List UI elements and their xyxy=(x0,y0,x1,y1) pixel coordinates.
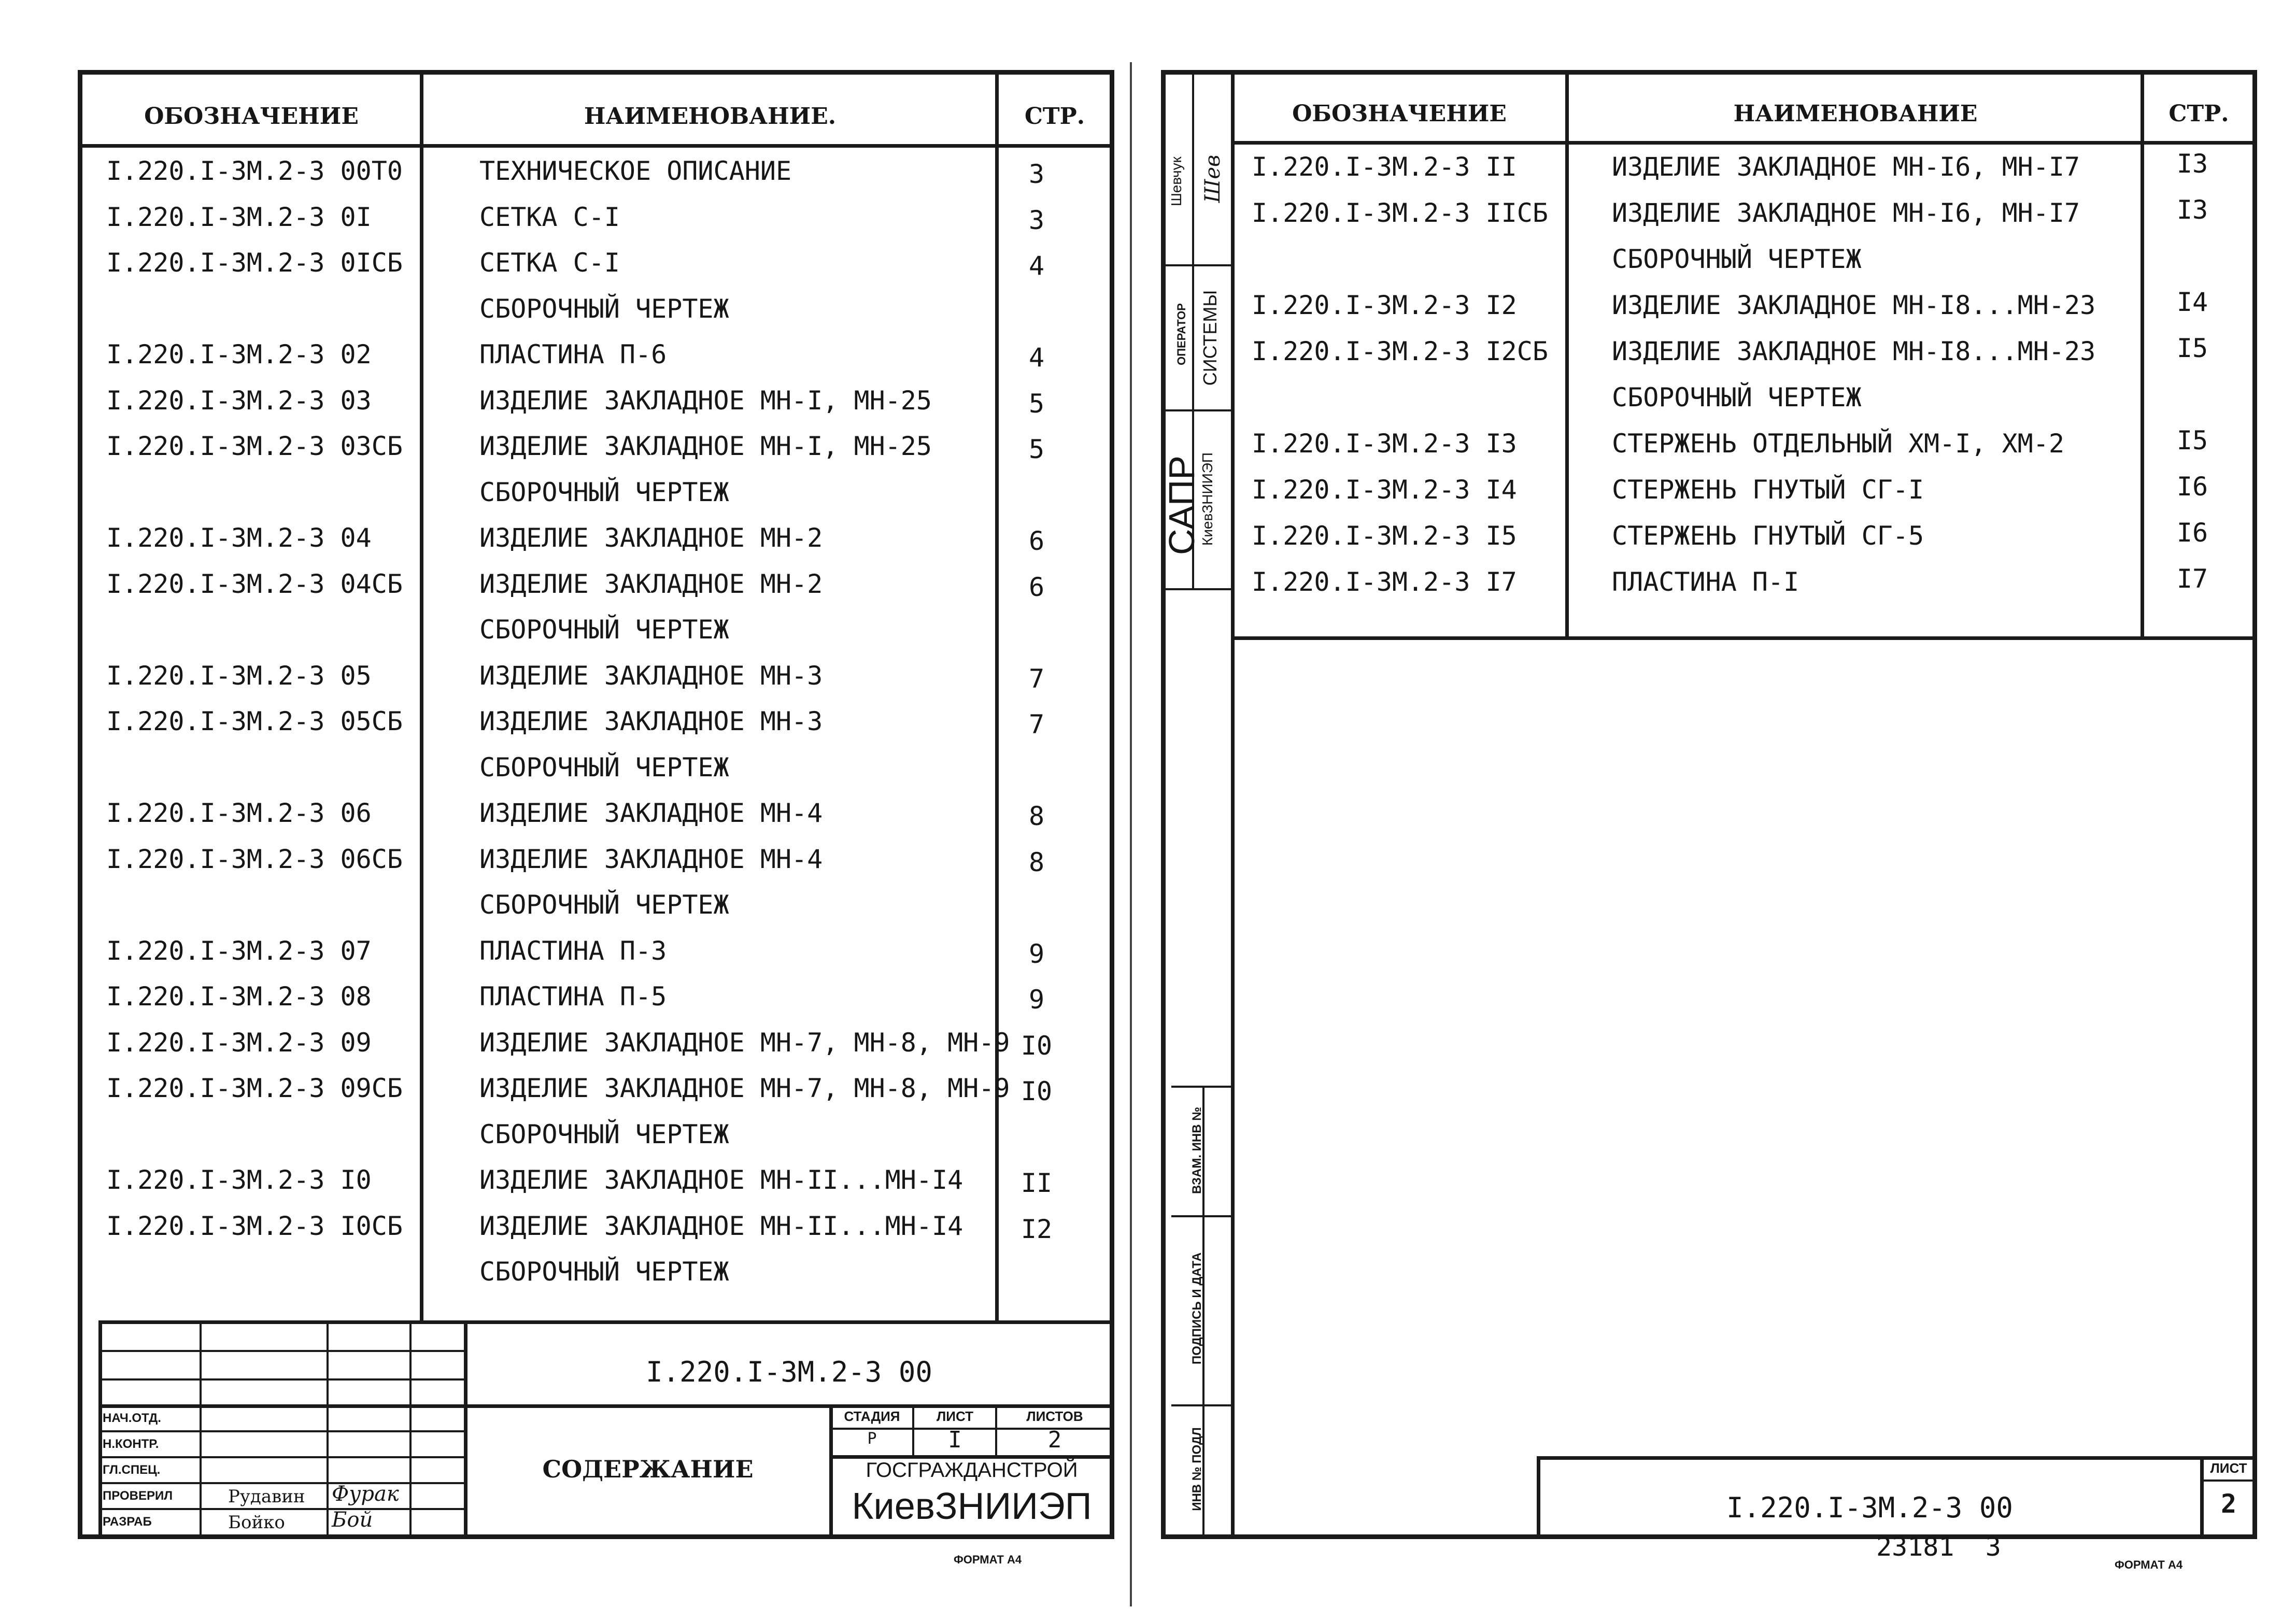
right-surname: Шевчук xyxy=(1168,156,1184,206)
right-header-designation: ОБОЗНАЧЕНИЕ xyxy=(1292,101,1507,127)
left-col-divider-2 xyxy=(995,70,999,1324)
right-stamp-sheet-h xyxy=(2200,1479,2257,1482)
right-row-code: I.220.I-3М.2-3 I4 xyxy=(1252,475,1517,505)
left-row-code: I.220.I-3М.2-3 0IСБ xyxy=(106,248,403,278)
left-stage-value: Р xyxy=(867,1430,877,1448)
right-sapr: САПР xyxy=(1161,456,1202,555)
left-sheet-label: ЛИСТ xyxy=(937,1408,973,1424)
right-archive-number: 23181 3 xyxy=(1876,1532,2001,1562)
left-row-name: ПЛАСТИНА П-5 xyxy=(479,981,667,1012)
left-doc-code: I.220.I-3М.2-3 00 xyxy=(646,1356,932,1388)
left-tb-v7 xyxy=(912,1404,914,1456)
left-row-code: I.220.I-3М.2-3 0I xyxy=(106,202,372,232)
left-row-name: СБОРОЧНЫЙ ЧЕРТЕЖ xyxy=(479,615,729,645)
left-row-page: 7 xyxy=(1028,664,1045,694)
left-row-name: ИЗДЕЛИЕ ЗАКЛАДНОЕ МН-7, МН-8, МН-9 xyxy=(479,1028,1010,1058)
right-row-name: СБОРОЧНЫЙ ЧЕРТЕЖ xyxy=(1612,382,1862,412)
right-header-name: НАИМЕНОВАНИЕ xyxy=(1733,101,1978,127)
right-side-stamp-divider xyxy=(1231,70,1235,1539)
right-side-h2 xyxy=(1161,409,1231,411)
left-row-code: I.220.I-3М.2-3 04 xyxy=(106,523,372,553)
left-org-name: ГОСГРАЖДАНСТРОЙ xyxy=(866,1459,1078,1482)
right-row-page: I5 xyxy=(2176,425,2208,456)
left-row-name: СЕТКА С-I xyxy=(479,202,620,232)
left-row-code: I.220.I-3М.2-3 05 xyxy=(106,661,372,691)
right-row-code: I.220.I-3М.2-3 I7 xyxy=(1252,567,1517,597)
left-tb-h6 xyxy=(98,1482,464,1484)
left-role-label: РАЗРАБ xyxy=(103,1515,152,1529)
right-col-divider-2 xyxy=(2141,70,2144,637)
left-row-name: ИЗДЕЛИЕ ЗАКЛАДНОЕ МН-3 xyxy=(479,706,823,736)
left-row-code: I.220.I-3М.2-3 06 xyxy=(106,798,372,828)
left-row-name: ИЗДЕЛИЕ ЗАКЛАДНОЕ МН-I, МН-25 xyxy=(479,386,932,416)
left-row-page: 8 xyxy=(1028,847,1045,877)
left-format-label: ФОРМАТ А4 xyxy=(954,1553,1022,1566)
right-header-underline xyxy=(1231,141,2257,145)
right-row-code: I.220.I-3М.2-3 II xyxy=(1252,152,1517,182)
left-tb-h7 xyxy=(98,1508,464,1510)
left-row-name: ПЛАСТИНА П-3 xyxy=(479,936,667,966)
left-row-code: I.220.I-3М.2-3 03СБ xyxy=(106,431,403,461)
left-row-page: 3 xyxy=(1028,205,1045,235)
right-row-name: ИЗДЕЛИЕ ЗАКЛАДНОЕ МН-I6, МН-I7 xyxy=(1612,198,2080,228)
right-row-code: I.220.I-3М.2-3 IIСБ xyxy=(1252,198,1548,228)
left-row-name: СБОРОЧНЫЙ ЧЕРТЕЖ xyxy=(479,890,729,920)
left-row-code: I.220.I-3М.2-3 07 xyxy=(106,936,372,966)
left-row-code: I.220.I-3М.2-3 09 xyxy=(106,1028,372,1058)
left-org-institute: КиевЗНИИЭП xyxy=(852,1486,1092,1527)
left-tb-v1 xyxy=(98,1320,102,1539)
right-stamp-sheet-label: ЛИСТ xyxy=(2210,1460,2247,1476)
right-row-code: I.220.I-3М.2-3 I2СБ xyxy=(1252,336,1548,366)
left-row-name: ИЗДЕЛИЕ ЗАКЛАДНОЕ МН-3 xyxy=(479,661,823,691)
left-role-signature: Бой xyxy=(332,1508,373,1532)
right-row-page: I3 xyxy=(2176,195,2208,225)
left-row-name: СБОРОЧНЫЙ ЧЕРТЕЖ xyxy=(479,477,729,507)
left-row-page: 7 xyxy=(1028,709,1045,739)
right-inv-no-orig: ИНВ № ПОДЛ xyxy=(1190,1427,1204,1511)
right-row-name: СТЕРЖЕНЬ ГНУТЫЙ СГ-5 xyxy=(1612,521,1924,551)
right-row-code: I.220.I-3М.2-3 I3 xyxy=(1252,429,1517,459)
left-tb-h3 xyxy=(98,1404,1114,1408)
page-gutter xyxy=(1130,62,1132,1606)
left-stage-label: СТАДИЯ xyxy=(844,1408,900,1424)
left-row-page: 3 xyxy=(1028,159,1045,189)
left-row-name: ИЗДЕЛИЕ ЗАКЛАДНОЕ МН-II...МН-I4 xyxy=(479,1211,963,1241)
left-row-name: СБОРОЧНЫЙ ЧЕРТЕЖ xyxy=(479,1119,729,1149)
right-org-vertical: КиевЗНИИЭП xyxy=(1199,452,1215,546)
left-titleblock-top xyxy=(98,1320,1114,1324)
left-role-signature: Фурак xyxy=(332,1482,399,1506)
left-row-page: 6 xyxy=(1028,526,1045,556)
left-row-page: 8 xyxy=(1028,801,1045,831)
right-row-code: I.220.I-3М.2-3 I5 xyxy=(1252,521,1517,551)
left-row-page: I2 xyxy=(1021,1214,1053,1244)
left-row-name: ИЗДЕЛИЕ ЗАКЛАДНОЕ МН-2 xyxy=(479,569,823,599)
left-sheets-label: ЛИСТОВ xyxy=(1026,1408,1083,1424)
left-row-page: I0 xyxy=(1021,1076,1053,1106)
left-header-underline xyxy=(78,144,1114,148)
right-table-bottom xyxy=(1231,636,2257,640)
left-row-name: СБОРОЧНЫЙ ЧЕРТЕЖ xyxy=(479,1257,729,1287)
left-row-page: 4 xyxy=(1028,251,1045,281)
left-row-page: 9 xyxy=(1028,985,1045,1015)
left-row-name: СЕТКА С-I xyxy=(479,248,620,278)
left-row-page: 9 xyxy=(1028,939,1045,969)
left-row-code: I.220.I-3М.2-3 09СБ xyxy=(106,1073,403,1103)
left-row-code: I.220.I-3М.2-3 00Т0 xyxy=(106,156,403,186)
left-row-page: 6 xyxy=(1028,572,1045,602)
left-row-name: ТЕХНИЧЕСКОЕ ОПИСАНИЕ xyxy=(479,156,792,186)
left-row-code: I.220.I-3М.2-3 04СБ xyxy=(106,569,403,599)
right-side-h1 xyxy=(1161,264,1231,266)
left-row-page: 5 xyxy=(1028,389,1045,419)
left-row-name: ИЗДЕЛИЕ ЗАКЛАДНОЕ МН-7, МН-8, МН-9 xyxy=(479,1073,1010,1103)
left-row-name: СБОРОЧНЫЙ ЧЕРТЕЖ xyxy=(479,752,729,782)
left-row-code: I.220.I-3М.2-3 I0 xyxy=(106,1165,372,1195)
right-side-h5 xyxy=(1171,1215,1231,1217)
left-tb-v3 xyxy=(327,1320,329,1539)
left-sheets-value: 2 xyxy=(1047,1427,1062,1453)
left-role-label: НАЧ.ОТД. xyxy=(103,1411,161,1425)
right-row-page: I6 xyxy=(2176,518,2208,548)
right-stamp-top xyxy=(1537,1456,2257,1460)
right-col-divider-1 xyxy=(1565,70,1569,637)
left-tb-h5 xyxy=(98,1456,464,1458)
left-tb-h1 xyxy=(98,1350,464,1352)
left-role-label: ГЛ.СПЕЦ. xyxy=(103,1463,161,1477)
left-row-name: СБОРОЧНЫЙ ЧЕРТЕЖ xyxy=(479,294,729,324)
left-sheet-value: I xyxy=(948,1427,962,1453)
left-tb-v8 xyxy=(995,1404,997,1456)
right-replace-inv: ВЗАМ. ИНВ № xyxy=(1190,1106,1204,1194)
right-signature: Шев xyxy=(1201,154,1225,203)
left-header-name: НАИМЕНОВАНИЕ. xyxy=(584,103,837,130)
left-row-code: I.220.I-3М.2-3 03 xyxy=(106,386,372,416)
left-col-divider-1 xyxy=(420,70,423,1324)
left-tb-v5 xyxy=(464,1320,467,1539)
right-row-name: ПЛАСТИНА П-I xyxy=(1612,567,1799,597)
left-tb-h2 xyxy=(98,1378,464,1381)
right-sign-date: ПОДПИСЬ И ДАТА xyxy=(1190,1252,1204,1365)
left-header-page: СТР. xyxy=(1024,103,1085,130)
right-row-page: I7 xyxy=(2176,564,2208,594)
left-header-designation: ОБОЗНАЧЕНИЕ xyxy=(144,103,359,130)
left-row-code: I.220.I-3М.2-3 06СБ xyxy=(106,844,403,874)
left-role-name: Рудавин xyxy=(228,1486,305,1507)
left-role-label: Н.КОНТР. xyxy=(103,1437,159,1451)
left-row-name: ИЗДЕЛИЕ ЗАКЛАДНОЕ МН-4 xyxy=(479,844,823,874)
left-row-name: ИЗДЕЛИЕ ЗАКЛАДНОЕ МН-II...МН-I4 xyxy=(479,1165,963,1195)
left-sheet-title: СОДЕРЖАНИЕ xyxy=(542,1455,754,1483)
right-format-label: ФОРМАТ А4 xyxy=(2115,1558,2183,1571)
right-row-code: I.220.I-3М.2-3 I2 xyxy=(1252,290,1517,320)
right-stamp-doc-code: I.220.I-3М.2-3 00 xyxy=(1726,1491,2013,1524)
left-row-code: I.220.I-3М.2-3 I0СБ xyxy=(106,1211,403,1241)
right-row-name: СТЕРЖЕНЬ ГНУТЫЙ СГ-I xyxy=(1612,475,1924,505)
right-row-page: I3 xyxy=(2176,149,2208,179)
left-row-name: ИЗДЕЛИЕ ЗАКЛАДНОЕ МН-I, МН-25 xyxy=(479,431,932,461)
right-row-page: I6 xyxy=(2176,472,2208,502)
right-row-page: I4 xyxy=(2176,287,2208,317)
right-row-name: СБОРОЧНЫЙ ЧЕРТЕЖ xyxy=(1612,244,1862,274)
right-row-page: I5 xyxy=(2176,333,2208,363)
right-row-name: ИЗДЕЛИЕ ЗАКЛАДНОЕ МН-I8...МН-23 xyxy=(1612,290,2096,320)
right-side-h3 xyxy=(1161,588,1231,590)
left-row-page: II xyxy=(1021,1168,1053,1198)
left-row-name: ИЗДЕЛИЕ ЗАКЛАДНОЕ МН-4 xyxy=(479,798,823,828)
left-row-page: I0 xyxy=(1021,1031,1053,1061)
left-row-page: 4 xyxy=(1028,343,1045,373)
right-operator-line2: СИСТЕМЫ xyxy=(1199,290,1221,386)
left-row-name: ПЛАСТИНА П-6 xyxy=(479,339,667,369)
right-row-name: ИЗДЕЛИЕ ЗАКЛАДНОЕ МН-I6, МН-I7 xyxy=(1612,152,2080,182)
right-row-name: ИЗДЕЛИЕ ЗАКЛАДНОЕ МН-I8...МН-23 xyxy=(1612,336,2096,366)
left-row-code: I.220.I-3М.2-3 08 xyxy=(106,981,372,1012)
right-stamp-sheet-value: 2 xyxy=(2220,1489,2237,1519)
right-side-h4 xyxy=(1171,1086,1231,1088)
left-tb-h4 xyxy=(98,1430,464,1432)
left-tb-v4 xyxy=(409,1320,412,1539)
left-row-name: ИЗДЕЛИЕ ЗАКЛАДНОЕ МН-2 xyxy=(479,523,823,553)
left-tb-v2 xyxy=(200,1320,202,1539)
right-stamp-left xyxy=(1537,1456,1540,1539)
right-row-name: СТЕРЖЕНЬ ОТДЕЛЬНЫЙ ХМ-I, ХМ-2 xyxy=(1612,429,2064,459)
left-role-label: ПРОВЕРИЛ xyxy=(103,1489,173,1503)
right-header-page: СТР. xyxy=(2169,101,2229,127)
left-row-code: I.220.I-3М.2-3 05СБ xyxy=(106,706,403,736)
left-row-code: I.220.I-3М.2-3 02 xyxy=(106,339,372,369)
left-role-name: Бойко xyxy=(228,1512,285,1533)
right-operator-line1: ОПЕРАТОР xyxy=(1175,303,1188,365)
left-row-page: 5 xyxy=(1028,434,1045,464)
